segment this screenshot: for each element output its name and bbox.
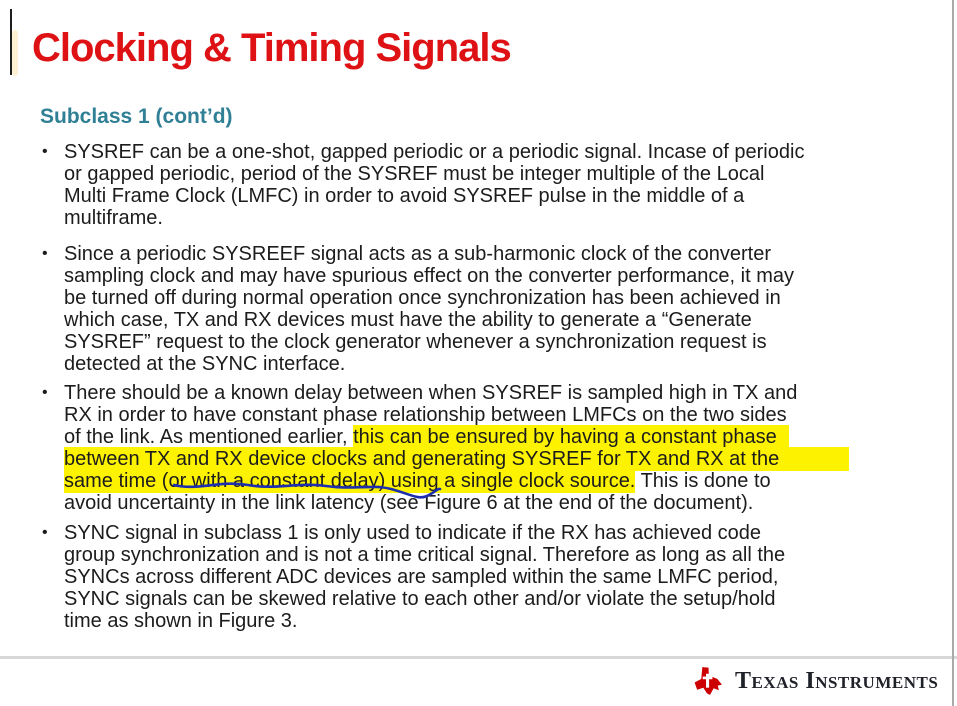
body-text: detected at the SYNC interface. (64, 353, 346, 375)
text-line (64, 470, 940, 492)
text-line (64, 492, 940, 514)
bullet-marker-icon: • (42, 245, 48, 262)
body-text: sampling clock and may have spurious effect on the converter performance, it may (64, 265, 794, 287)
text-line (64, 141, 940, 163)
bullet-item (40, 243, 940, 375)
text-line (64, 353, 940, 375)
body-text: Multi Frame Clock (LMFC) in order to avoid SYSREF pulse in the middle of a (64, 185, 745, 207)
text-line (64, 426, 940, 448)
footer-logo (692, 663, 938, 699)
bullet-marker-icon: • (42, 524, 48, 541)
bullet-list (40, 141, 940, 632)
body-text: SYSREF” request to the clock generator whenever a synchronization request is (64, 331, 767, 353)
text-line (64, 185, 940, 207)
page-title: Clocking & Timing Signals (32, 26, 511, 70)
highlighted-text: between TX and RX device clocks and generating SYSREF for TX and RX at the (64, 448, 849, 470)
body-text: group synchronization and is not a time critical signal. Therefore as long as all the (64, 544, 786, 566)
text-line (64, 331, 940, 353)
body-text: which case, TX and RX devices must have the ability to generate a “Generate (64, 309, 752, 331)
text-line (64, 265, 940, 287)
text-line (64, 544, 940, 566)
text-line (64, 404, 940, 426)
bullet-text-block (64, 522, 940, 632)
body-text: SYNCs across different ADC devices are sampled within the same LMFC period, (64, 566, 779, 588)
highlighted-text: same time (or with a constant delay) using a single clock source. (64, 470, 636, 492)
text-line (64, 522, 940, 544)
body-text: multiframe. (64, 207, 163, 229)
body-text: time as shown in Figure 3. (64, 610, 298, 632)
text-line (64, 163, 940, 185)
text-line (64, 309, 940, 331)
page-edge-border (952, 0, 954, 706)
body-text: This is done to (635, 470, 771, 492)
bullet-item (40, 141, 940, 229)
highlighted-text: this can be ensured by having a constant phase (353, 426, 789, 448)
ti-texas-bug-icon (692, 665, 725, 698)
bullet-text-block (64, 141, 940, 229)
section-subtitle: Subclass 1 (cont’d) (40, 105, 233, 128)
body-text: SYNC signals can be skewed relative to each other and/or violate the setup/hold (64, 588, 776, 610)
text-line (64, 566, 940, 588)
footer-divider (0, 656, 957, 659)
body-text: be turned off during normal operation once synchronization has been achieved in (64, 287, 781, 309)
body-text: or gapped periodic, period of the SYSREF must be integer multiple of the Local (64, 163, 765, 185)
ti-logotype: Texas Instruments (735, 667, 939, 694)
bullet-item (40, 382, 940, 514)
text-line (64, 448, 940, 470)
body-text: RX in order to have constant phase relationship between LMFCs on the two sides (64, 404, 787, 426)
text-line (64, 610, 940, 632)
bullet-item (40, 522, 940, 632)
body-text: avoid uncertainty in the link latency (see Figure 6 at the end of the document). (64, 492, 754, 514)
text-line (64, 243, 940, 265)
body-text: Since a periodic SYSREEF signal acts as a sub-harmonic clock of the converter (64, 243, 771, 265)
scan-smudge (12, 30, 18, 76)
text-line (64, 207, 940, 229)
body-text: SYSREF can be a one-shot, gapped periodic or a periodic signal. Incase of periodic (64, 141, 805, 163)
text-line (64, 382, 940, 404)
body-text: There should be a known delay between when SYSREF is sampled high in TX and (64, 382, 798, 404)
body-text: SYNC signal in subclass 1 is only used to indicate if the RX has achieved code (64, 522, 762, 544)
bullet-text-block (64, 243, 940, 375)
body-text: of the link. As mentioned earlier, (64, 426, 354, 448)
bullet-marker-icon: • (42, 143, 48, 160)
text-line (64, 588, 940, 610)
bullet-text-block (64, 382, 940, 514)
text-line (64, 287, 940, 309)
bullet-marker-icon: • (42, 384, 48, 401)
